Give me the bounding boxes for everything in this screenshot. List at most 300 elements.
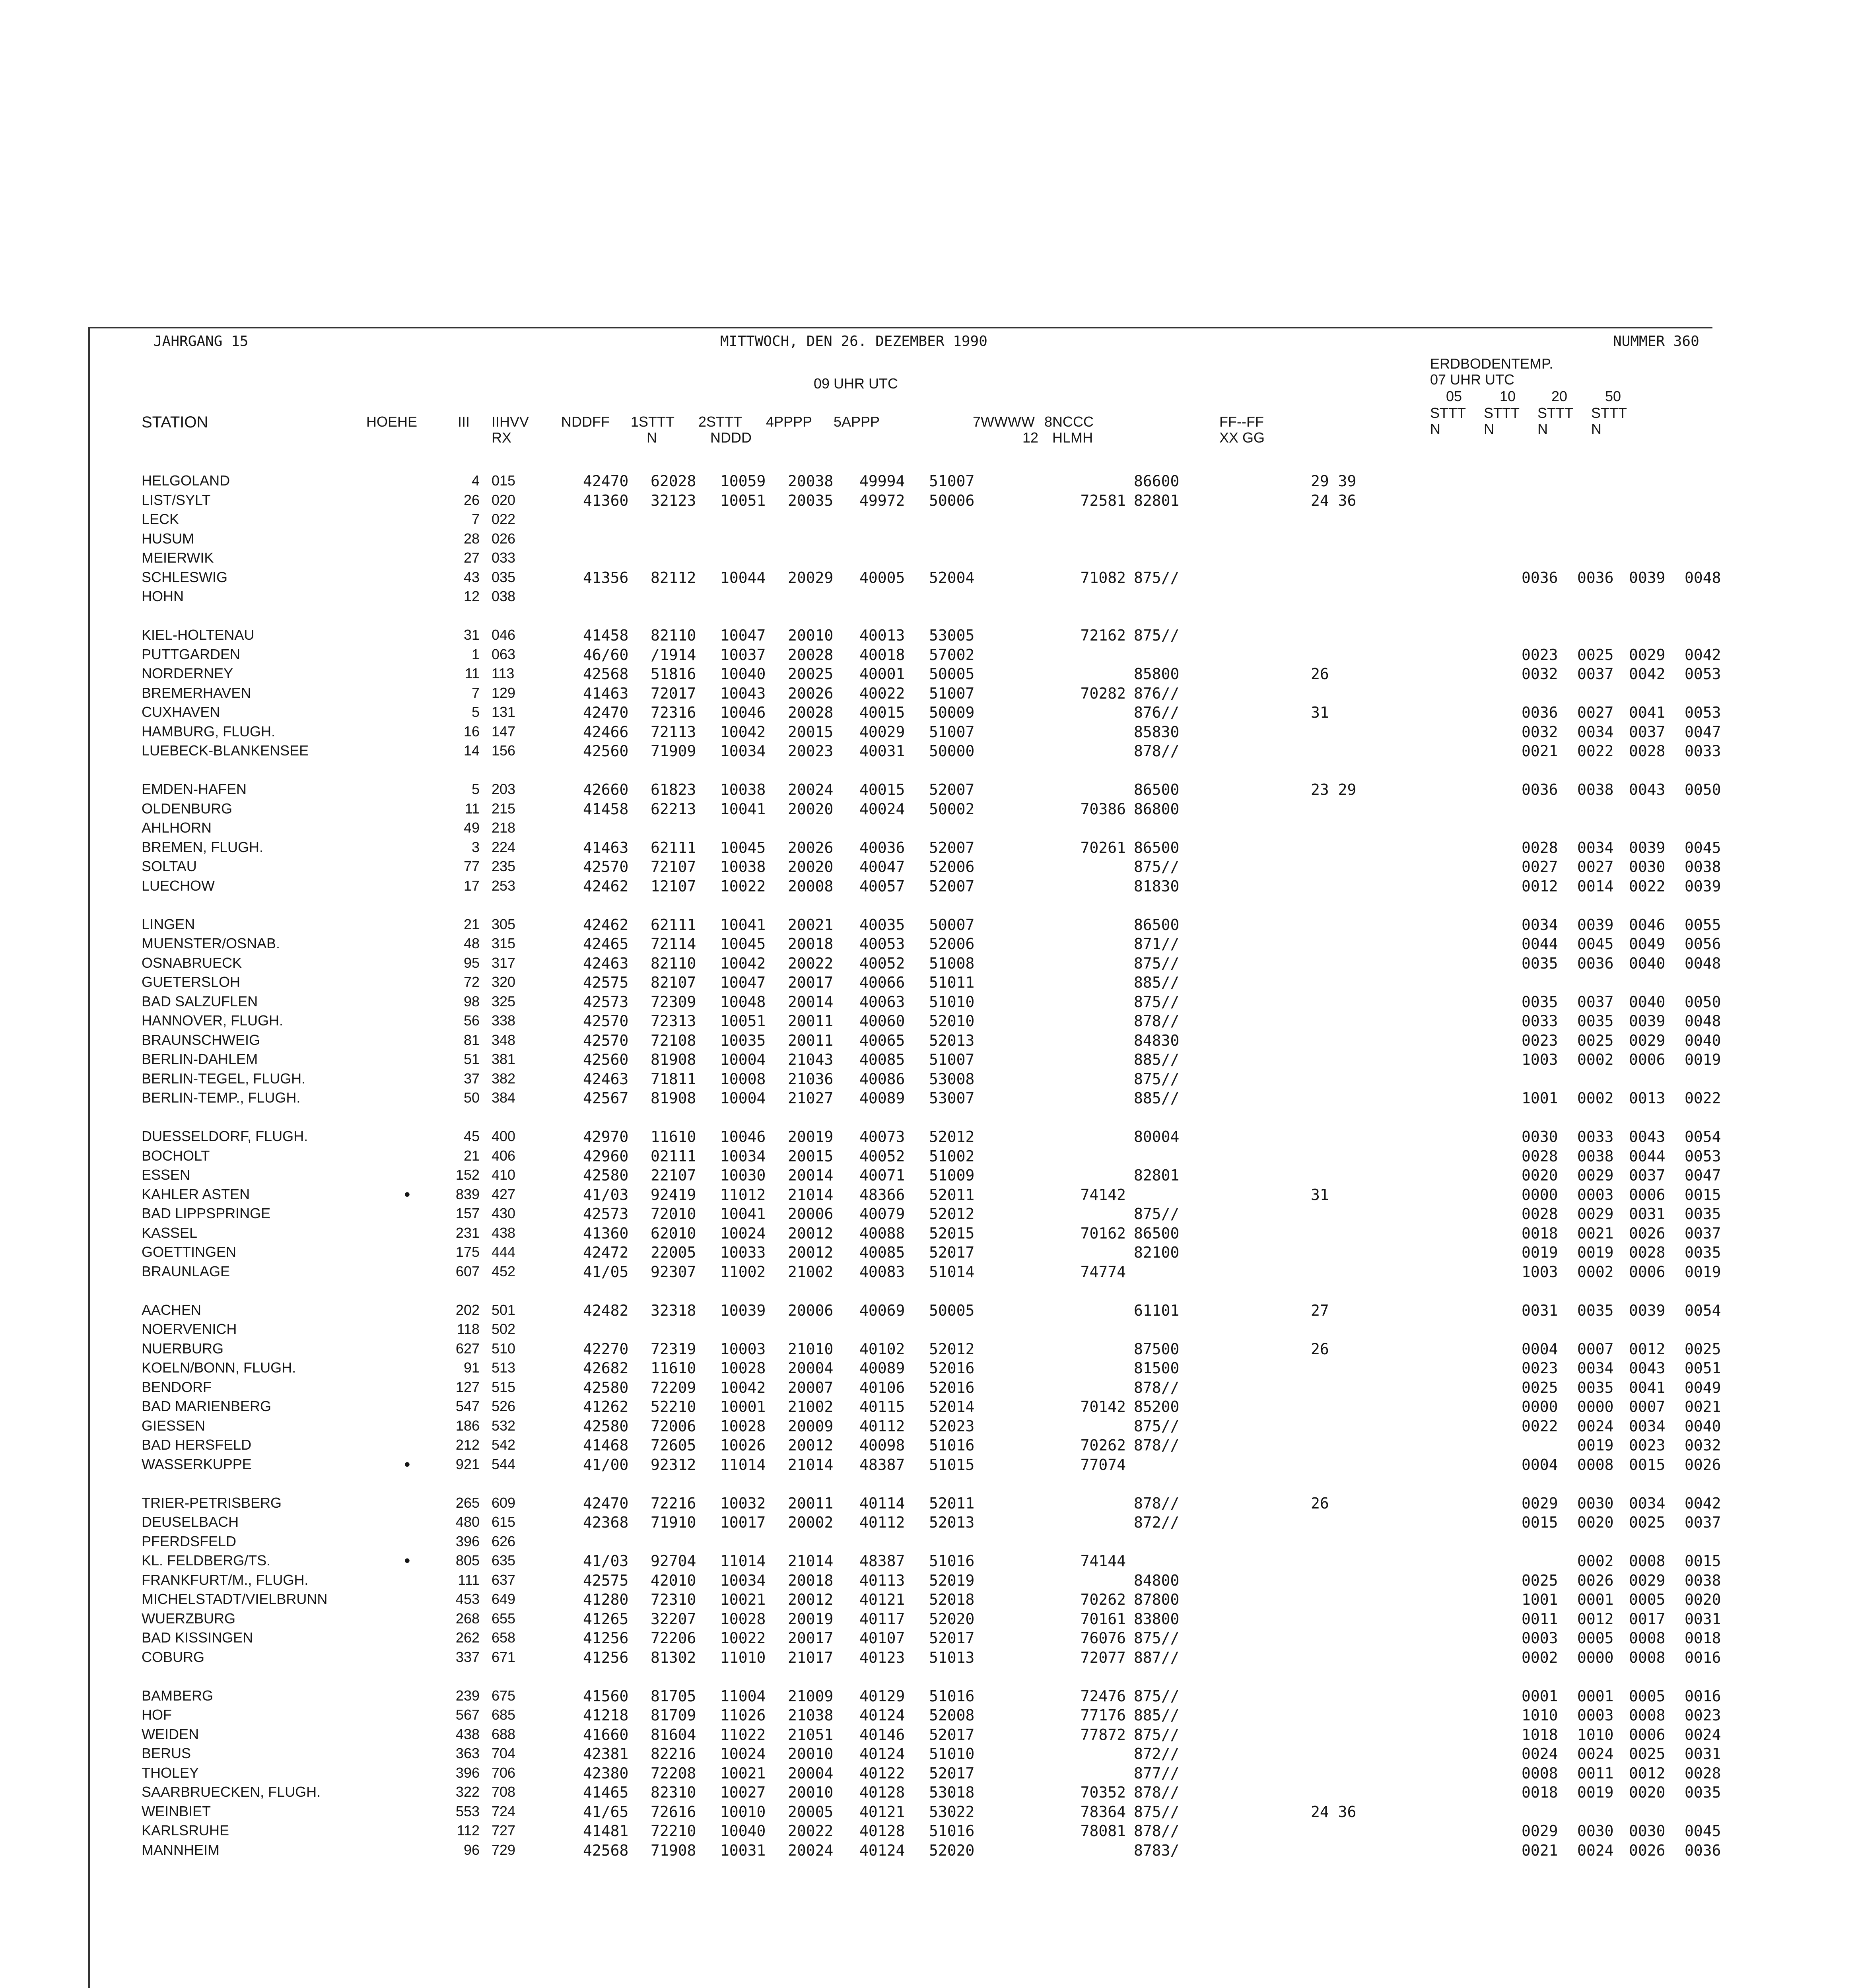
cell-e50: 0018 (1685, 1629, 1721, 1647)
cell-h: 5 (471, 781, 480, 797)
jahrgang-label: JAHRGANG 15 (154, 333, 249, 349)
table-row (90, 1841, 1721, 1861)
cell-g3: 10032 (720, 1494, 766, 1512)
cell-e20: 0008 (1629, 1648, 1666, 1666)
cell-e10: 0037 (1577, 993, 1614, 1011)
cell-g6: 51016 (929, 1687, 975, 1705)
cell-e10: 0007 (1577, 1340, 1614, 1358)
cell-g3: 11014 (720, 1456, 766, 1474)
cell-g1: 42573 (583, 1205, 629, 1223)
cell-e50: 0037 (1685, 1224, 1721, 1242)
cell-e05: 0004 (1522, 1340, 1558, 1358)
cell-g5: 40073 (859, 1128, 905, 1145)
cell-g3: 10004 (720, 1089, 766, 1107)
cell-g5: 40031 (859, 742, 905, 760)
cell-g5: 40015 (859, 704, 905, 721)
cell-g8: 86500 (1134, 839, 1180, 856)
cell-name: CUXHAVEN (142, 704, 220, 720)
cell-g3: 11002 (720, 1263, 766, 1281)
cell-g4: 20028 (788, 646, 834, 664)
cell-g1: 41262 (583, 1398, 629, 1415)
cell-iii: 452 (492, 1263, 516, 1279)
cell-g5: 40106 (859, 1378, 905, 1396)
cell-g1: 42567 (583, 1089, 629, 1107)
cell-g8: 86500 (1134, 1224, 1180, 1242)
cell-g2: 82110 (651, 954, 696, 972)
table-row (90, 1610, 1721, 1629)
cell-e10: 0027 (1577, 704, 1614, 721)
cell-e20: 0029 (1629, 1571, 1666, 1589)
cell-e50: 0050 (1685, 781, 1721, 798)
cell-g8: 85830 (1134, 723, 1180, 741)
cell-g6: 51007 (929, 684, 975, 702)
cell-g8: 876// (1134, 704, 1180, 721)
cell-e50: 0016 (1685, 1687, 1721, 1705)
cell-iii: 635 (492, 1552, 516, 1569)
cell-g4: 20012 (788, 1591, 834, 1608)
table-row (90, 1784, 1721, 1803)
cell-g2: 72206 (651, 1629, 696, 1647)
cell-e05: 0034 (1522, 916, 1558, 934)
cell-g3: 10028 (720, 1417, 766, 1435)
cell-name: BRAUNSCHWEIG (142, 1031, 260, 1048)
cell-e50: 0050 (1685, 993, 1721, 1011)
cell-g4: 20014 (788, 1167, 834, 1184)
cell-g4: 20026 (788, 684, 834, 702)
cell-g5: 40069 (859, 1301, 905, 1319)
cell-name: HOF (142, 1706, 172, 1723)
cell-g5: 40083 (859, 1263, 905, 1281)
cell-g6: 51007 (929, 723, 975, 741)
cell-g7: 74144 (1080, 1552, 1126, 1570)
cell-e10: 0026 (1577, 1571, 1614, 1589)
cell-mark: • (402, 1186, 412, 1204)
cell-e50: 0035 (1685, 1205, 1721, 1223)
cell-g7: 72581 (1080, 491, 1126, 509)
cell-g5: 40063 (859, 993, 905, 1011)
cell-g1: 42470 (583, 704, 629, 721)
cell-g2: 72310 (651, 1591, 696, 1608)
cell-g8: 82801 (1134, 1167, 1180, 1184)
cell-g7: 70261 (1080, 839, 1126, 856)
cell-h: 453 (455, 1591, 480, 1607)
cell-g7: 70262 (1080, 1437, 1126, 1454)
cell-e50: 0035 (1685, 1244, 1721, 1261)
cell-g6: 50002 (929, 800, 975, 818)
cell-g8: 85200 (1134, 1398, 1180, 1415)
cell-e05: 0025 (1522, 1571, 1558, 1589)
table-row (90, 1822, 1721, 1841)
cell-g3: 10059 (720, 472, 766, 490)
cell-g2: 52210 (651, 1398, 696, 1415)
cell-g2: 72208 (651, 1764, 696, 1782)
cell-e20: 0020 (1629, 1784, 1666, 1801)
cell-g6: 51010 (929, 1745, 975, 1763)
cell-iii: 542 (492, 1437, 516, 1453)
cell-h: 4 (471, 472, 480, 489)
cell-e05: 1018 (1522, 1726, 1558, 1743)
cell-e20: 0042 (1629, 665, 1666, 683)
cell-g1: 41256 (583, 1629, 629, 1647)
cell-h: 50 (463, 1089, 480, 1106)
cell-g2: 82112 (651, 569, 696, 586)
table-row (90, 1167, 1721, 1186)
cell-g4: 20019 (788, 1128, 834, 1145)
cell-g6: 50006 (929, 491, 975, 509)
cell-g5: 40053 (859, 935, 905, 953)
cell-e05: 0035 (1522, 954, 1558, 972)
cell-g8: 82100 (1134, 1244, 1180, 1261)
cell-e10: 0030 (1577, 1822, 1614, 1840)
cell-g2: 72319 (651, 1340, 696, 1358)
cell-e20: 0043 (1629, 1128, 1666, 1145)
cell-g2: 82310 (651, 1784, 696, 1801)
g1-subheader: RX (492, 429, 512, 446)
cell-g4: 21014 (788, 1552, 834, 1570)
cell-g6: 52017 (929, 1726, 975, 1743)
cell-e10: 0036 (1577, 954, 1614, 972)
cell-name: THOLEY (142, 1764, 199, 1781)
cell-g2: 02111 (651, 1147, 696, 1165)
cell-g6: 57002 (929, 646, 975, 664)
cell-iii: 637 (492, 1571, 516, 1588)
cell-g4: 20004 (788, 1764, 834, 1782)
cell-g8: 875// (1134, 993, 1180, 1011)
cell-g8: 875// (1134, 1726, 1180, 1743)
cell-e20: 0037 (1629, 723, 1666, 741)
cell-g4: 20009 (788, 1417, 834, 1435)
table-row (90, 1340, 1721, 1359)
cell-g6: 52018 (929, 1591, 975, 1608)
cell-ff: 24 36 (1311, 1803, 1357, 1821)
cell-g6: 52012 (929, 1205, 975, 1223)
cell-iii: 033 (492, 549, 516, 566)
cell-g4: 20026 (788, 839, 834, 856)
cell-name: BOCHOLT (142, 1147, 210, 1164)
cell-g4: 21038 (788, 1706, 834, 1724)
cell-h: 17 (463, 877, 480, 894)
cell-g1: 42462 (583, 877, 629, 895)
cell-g3: 10040 (720, 665, 766, 683)
cell-name: WEIDEN (142, 1726, 199, 1742)
cell-iii: 382 (492, 1070, 516, 1087)
cell-e50: 0033 (1685, 742, 1721, 760)
cell-g1: 42682 (583, 1359, 629, 1377)
cell-iii: 438 (492, 1224, 516, 1241)
cell-iii: 325 (492, 993, 516, 1010)
cell-name: EMDEN-HAFEN (142, 781, 247, 797)
cell-ff: 26 (1311, 1340, 1329, 1358)
cell-name: KL. FELDBERG/TS. (142, 1552, 271, 1569)
cell-g2: 81604 (651, 1726, 696, 1743)
cell-e05: 0036 (1522, 704, 1558, 721)
cell-g4: 20017 (788, 974, 834, 991)
cell-h: 152 (455, 1167, 480, 1183)
cell-g1: 41360 (583, 1224, 629, 1242)
cell-g3: 10024 (720, 1745, 766, 1763)
cell-name: OLDENBURG (142, 800, 233, 817)
table-row (90, 1706, 1721, 1726)
cell-g5: 40079 (859, 1205, 905, 1223)
cell-iii: 406 (492, 1147, 516, 1164)
cell-g3: 10022 (720, 877, 766, 895)
g1-header: IIHVV (492, 414, 529, 430)
cell-e10: 0034 (1577, 723, 1614, 741)
cell-g3: 10041 (720, 800, 766, 818)
cell-e50: 0049 (1685, 1378, 1721, 1396)
cell-g1: 42270 (583, 1340, 629, 1358)
cell-e20: 0037 (1629, 1167, 1666, 1184)
cell-g5: 40085 (859, 1244, 905, 1261)
cell-e50: 0028 (1685, 1764, 1721, 1782)
cell-g5: 40128 (859, 1784, 905, 1801)
cell-iii: 724 (492, 1803, 516, 1819)
cell-g6: 51007 (929, 472, 975, 490)
cell-e10: 0002 (1577, 1263, 1614, 1281)
cell-h: 21 (463, 916, 480, 932)
cell-g5: 40022 (859, 684, 905, 702)
cell-iii: 544 (492, 1456, 516, 1472)
cell-h: 127 (455, 1378, 480, 1395)
cell-iii: 727 (492, 1822, 516, 1839)
cell-g5: 40036 (859, 839, 905, 856)
cell-g1: 42380 (583, 1764, 629, 1782)
cell-g4: 20011 (788, 1012, 834, 1030)
cell-g3: 10046 (720, 704, 766, 721)
cell-e50: 0047 (1685, 1167, 1721, 1184)
cell-g8: 84800 (1134, 1571, 1180, 1589)
cell-g6: 51016 (929, 1437, 975, 1454)
cell-e20: 0039 (1629, 1301, 1666, 1319)
cell-g6: 52016 (929, 1378, 975, 1396)
cell-e05: 0001 (1522, 1687, 1558, 1705)
cell-name: MICHELSTADT/VIELBRUNN (142, 1591, 328, 1607)
cell-h: 98 (463, 993, 480, 1010)
cell-e20: 0005 (1629, 1687, 1666, 1705)
cell-g8: 878// (1134, 1437, 1180, 1454)
cell-e05: 0030 (1522, 1128, 1558, 1145)
table-row (90, 685, 1712, 704)
table-row (90, 1648, 1721, 1668)
cell-e05: 0021 (1522, 742, 1558, 760)
cell-g4: 20005 (788, 1803, 834, 1821)
cell-g7: 72476 (1080, 1687, 1126, 1705)
cell-g5: 40005 (859, 569, 905, 586)
cell-g5: 40001 (859, 665, 905, 683)
cell-g3: 10051 (720, 491, 766, 509)
cell-e05: 0033 (1522, 1012, 1558, 1030)
cell-g4: 20023 (788, 742, 834, 760)
cell-h: 72 (463, 974, 480, 990)
table-row (90, 588, 1712, 607)
cell-e20: 0030 (1629, 858, 1666, 876)
cell-g3: 10030 (720, 1167, 766, 1184)
cell-g5: 49972 (859, 491, 905, 509)
cell-e10: 1010 (1577, 1726, 1614, 1743)
cell-iii: 532 (492, 1417, 516, 1434)
cell-g3: 10042 (720, 1378, 766, 1396)
cell-e05: 0028 (1522, 1147, 1558, 1165)
cell-e10: 0019 (1577, 1437, 1614, 1454)
cell-g3: 10033 (720, 1244, 766, 1261)
cell-g6: 51014 (929, 1263, 975, 1281)
cell-g4: 20011 (788, 1494, 834, 1512)
cell-g3: 11004 (720, 1687, 766, 1705)
cell-e20: 0015 (1629, 1456, 1666, 1474)
cell-g8: 86500 (1134, 916, 1180, 934)
cell-e10: 0003 (1577, 1186, 1614, 1204)
cell-g6: 52016 (929, 1359, 975, 1377)
cell-g7: 76076 (1080, 1629, 1126, 1647)
cell-g8: 84830 (1134, 1031, 1180, 1049)
cell-g6: 52013 (929, 1031, 975, 1049)
cell-g2: 62213 (651, 800, 696, 818)
cell-iii: 655 (492, 1610, 516, 1627)
cell-h: 337 (455, 1648, 480, 1665)
cell-g4: 20008 (788, 877, 834, 895)
table-row (90, 954, 1721, 974)
cell-g2: 72309 (651, 993, 696, 1011)
cell-e50: 0032 (1685, 1437, 1721, 1454)
cell-g2: 72216 (651, 1494, 696, 1512)
cell-g3: 10034 (720, 742, 766, 760)
cell-name: DUESSELDORF, FLUGH. (142, 1128, 308, 1144)
cell-h: 14 (463, 742, 480, 759)
cell-g5: 40115 (859, 1398, 905, 1415)
cell-g6: 52023 (929, 1417, 975, 1435)
cell-g1: 41/00 (583, 1456, 629, 1474)
cell-name: BERLIN-TEGEL, FLUGH. (142, 1070, 306, 1087)
cell-g4: 20006 (788, 1205, 834, 1223)
cell-g6: 52017 (929, 1244, 975, 1261)
depth-10: 10 (1500, 388, 1516, 404)
table-row (90, 1552, 1721, 1571)
cell-e10: 0034 (1577, 1359, 1614, 1377)
cell-name: LECK (142, 511, 179, 527)
cell-e05: 0008 (1522, 1764, 1558, 1782)
cell-g1: 42472 (583, 1244, 629, 1261)
cell-g7: 74142 (1080, 1186, 1126, 1204)
cell-g6: 52020 (929, 1610, 975, 1628)
cell-g1: 41280 (583, 1591, 629, 1608)
cell-e20: 0012 (1629, 1764, 1666, 1782)
cell-g3: 10004 (720, 1051, 766, 1068)
table-row (90, 1591, 1721, 1610)
cell-iii: 315 (492, 935, 516, 951)
g8-header: 8NCCC (1044, 414, 1094, 430)
cell-g2: 72108 (651, 1031, 696, 1049)
cell-e10: 0038 (1577, 1147, 1614, 1165)
cell-iii: 502 (492, 1321, 516, 1337)
cell-g1: 41458 (583, 627, 629, 644)
cell-name: BENDORF (142, 1378, 212, 1395)
cell-e20: 0006 (1629, 1051, 1666, 1068)
cell-g1: 42580 (583, 1167, 629, 1184)
cell-h: 118 (457, 1321, 480, 1337)
cell-e10: 0019 (1577, 1244, 1614, 1261)
cell-g1: 42568 (583, 1841, 629, 1859)
cell-e05: 0023 (1522, 1031, 1558, 1049)
cell-name: ESSEN (142, 1167, 190, 1183)
cell-iii: 035 (492, 569, 516, 585)
cell-e10: 0038 (1577, 781, 1614, 798)
table-row (90, 1147, 1721, 1167)
cell-g5: 40089 (859, 1089, 905, 1107)
cell-g1: 42573 (583, 993, 629, 1011)
cell-g6: 50005 (929, 1301, 975, 1319)
cell-g2: /1914 (651, 646, 696, 664)
cell-g2: 92307 (651, 1263, 696, 1281)
cell-g8: 872// (1134, 1514, 1180, 1531)
cell-g4: 20010 (788, 627, 834, 644)
cell-g1: 41256 (583, 1648, 629, 1666)
cell-g5: 40060 (859, 1012, 905, 1030)
cell-iii: 381 (492, 1051, 516, 1067)
n-05: N (1430, 421, 1440, 437)
cell-g4: 20035 (788, 491, 834, 509)
cell-g6: 53018 (929, 1784, 975, 1801)
cell-e50: 0024 (1685, 1726, 1721, 1743)
cell-g8: 82801 (1134, 491, 1180, 509)
cell-iii: 348 (492, 1031, 516, 1048)
table-row (90, 1012, 1721, 1031)
cell-g3: 11014 (720, 1552, 766, 1570)
cell-e20: 0013 (1629, 1089, 1666, 1107)
cell-e50: 0019 (1685, 1051, 1721, 1068)
cell-g5: 48366 (859, 1186, 905, 1204)
cell-e20: 0025 (1629, 1514, 1666, 1531)
cell-e20: 0005 (1629, 1591, 1666, 1608)
cell-h: 1 (471, 646, 480, 662)
table-row (90, 1803, 1712, 1822)
cell-g6: 52004 (929, 569, 975, 586)
cell-e10: 0034 (1577, 839, 1614, 856)
cell-h: 396 (455, 1533, 480, 1549)
cell-g6: 52015 (929, 1224, 975, 1242)
cell-g5: 40121 (859, 1591, 905, 1608)
cell-g2: 72210 (651, 1822, 696, 1840)
cell-g6: 52014 (929, 1398, 975, 1415)
cell-iii: 675 (492, 1687, 516, 1704)
report-table (88, 327, 1721, 1988)
cell-g4: 20029 (788, 569, 834, 586)
cell-g7: 78081 (1080, 1822, 1126, 1840)
cell-e20: 0039 (1629, 1012, 1666, 1030)
cell-e05: 0011 (1522, 1610, 1558, 1628)
cell-g3: 10038 (720, 858, 766, 876)
cell-h: 26 (463, 491, 480, 508)
cell-g8: 876// (1134, 684, 1180, 702)
g8-subheader: HLMH (1052, 429, 1093, 446)
cell-mark: • (402, 1456, 412, 1474)
cell-g1: 41465 (583, 1784, 629, 1801)
cell-h: 805 (455, 1552, 480, 1569)
cell-g4: 20025 (788, 665, 834, 683)
cell-h: 95 (463, 954, 480, 971)
cell-e20: 0006 (1629, 1726, 1666, 1743)
cell-g4: 20038 (788, 472, 834, 490)
cell-name: NORDERNEY (142, 665, 233, 681)
cell-h: 5 (471, 704, 480, 720)
cell-iii: 685 (492, 1706, 516, 1723)
cell-e20: 0041 (1629, 704, 1666, 721)
cell-g3: 10046 (720, 1128, 766, 1145)
cell-iii: 224 (492, 839, 516, 855)
cell-g3: 10045 (720, 839, 766, 856)
cell-g6: 52006 (929, 858, 975, 876)
cell-g1: 42580 (583, 1417, 629, 1435)
cell-h: 265 (455, 1494, 480, 1511)
